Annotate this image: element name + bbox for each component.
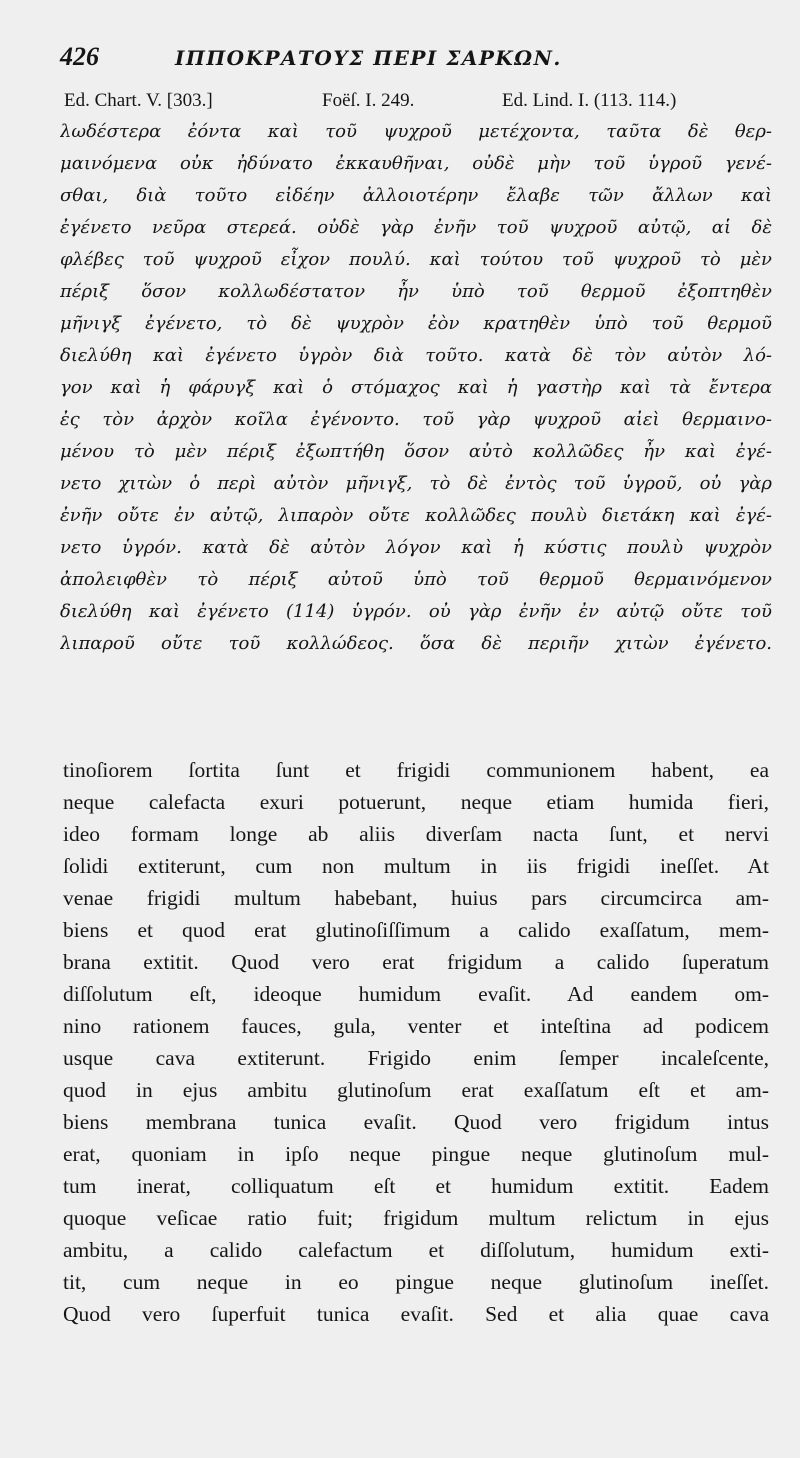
- greek-text-line: λωδέστερα ἐόντα καὶ τοῦ ψυχροῦ μετέχοντα, ταῦτα δὲ θερ-: [60, 121, 772, 142]
- greek-text-line: λιπαροῦ οὔτε τοῦ κολλώδεος. ὅσα δὲ περιῆν χιτὼν ἐγένετο.: [60, 633, 772, 654]
- greek-text-line: νετο ὑγρόν. κατὰ δὲ αὐτὸν λόγον καὶ ἡ κύστις πουλὺ ψυχρὸν: [60, 537, 772, 558]
- linden-reference: Ed. Lind. I. (113. 114.): [502, 90, 677, 111]
- greek-text-line: ἐνῆν οὔτε ἐν αὐτῷ, λιπαρὸν οὔτε κολλῶδες πουλὺ διετάκη καὶ ἐγέ-: [60, 505, 772, 526]
- latin-text-line: usque cava extiterunt. Frigido enim ſemper incaleſcente,: [63, 1046, 769, 1070]
- latin-text-block: [63, 754, 769, 1330]
- greek-text-line: μῆνιγξ ἐγένετο, τὸ δὲ ψυχρὸν ἐὸν κρατηθὲν ὑπὸ τοῦ θερμοῦ: [60, 313, 772, 334]
- greek-text-line: μένου τὸ μὲν πέριξ ἐξωπτήθη ὅσον αὐτὸ κολλῶδες ἦν καὶ ἐγέ-: [60, 441, 772, 462]
- latin-text-line: nino rationem fauces, gula, venter et inteſtina ad podicem: [63, 1014, 769, 1038]
- latin-text-line: brana extitit. Quod vero erat frigidum a calido ſuperatum: [63, 950, 769, 974]
- page-header: [60, 42, 780, 82]
- greek-text-line: νετο χιτὼν ὁ περὶ αὐτὸν μῆνιγξ, τὸ δὲ ἐντὸς τοῦ ὑγροῦ, οὐ γὰρ: [60, 473, 772, 494]
- greek-text-block: [60, 116, 772, 660]
- edition-references: [64, 90, 780, 114]
- running-title: ΙΠΠΟΚΡΑΤΟΥΣ ΠΕΡΙ ΣΑΡΚΩΝ.: [175, 46, 562, 70]
- greek-text-line: φλέβες τοῦ ψυχροῦ εἶχον πουλύ. καὶ τούτου τοῦ ψυχροῦ τὸ μὲν: [60, 249, 772, 270]
- foes-reference: Foëſ. I. 249.: [322, 90, 415, 111]
- latin-text-line: quoque veſicae ratio fuit; frigidum multum relictum in ejus: [63, 1206, 769, 1230]
- greek-text-line: μαινόμενα οὐκ ἠδύνατο ἐκκαυθῆναι, οὐδὲ μὴν τοῦ ὑγροῦ γενέ-: [60, 153, 772, 174]
- latin-text-line: diſſolutum eſt, ideoque humidum evaſit. Ad eandem om-: [63, 982, 769, 1006]
- greek-text-line: ἀπολειφθὲν τὸ πέριξ αὐτοῦ ὑπὸ τοῦ θερμοῦ θερμαινόμενον: [60, 569, 772, 590]
- latin-text-line: venae frigidi multum habebant, huius pars circumcirca am-: [63, 886, 769, 910]
- latin-text-line: ideo formam longe ab aliis diverſam nacta ſunt, et nervi: [63, 822, 769, 846]
- chartier-reference: Ed. Chart. V. [303.]: [64, 90, 213, 111]
- latin-text-line: erat, quoniam in ipſo neque pingue neque glutinoſum mul-: [63, 1142, 769, 1166]
- greek-text-line: σθαι, διὰ τοῦτο εἰδέην ἀλλοιοτέρην ἔλαβε τῶν ἄλλων καὶ: [60, 185, 772, 206]
- greek-text-line: ἐγένετο νεῦρα στερεά. οὐδὲ γὰρ ἐνῆν τοῦ ψυχροῦ αὐτῷ, αἱ δὲ: [60, 217, 772, 238]
- latin-text-line: ſolidi extiterunt, cum non multum in iis frigidi ineſſet. At: [63, 854, 769, 878]
- latin-text-line: neque calefacta exuri potuerunt, neque etiam humida fieri,: [63, 790, 769, 814]
- latin-text-line: Quod vero ſuperfuit tunica evaſit. Sed et alia quae cava: [63, 1302, 769, 1326]
- latin-text-line: quod in ejus ambitu glutinoſum erat exaſſatum eſt et am-: [63, 1078, 769, 1102]
- latin-text-line: tum inerat, colliquatum eſt et humidum extitit. Eadem: [63, 1174, 769, 1198]
- page-number: 426: [60, 42, 99, 71]
- greek-text-line: πέριξ ὅσον κολλωδέστατον ἦν ὑπὸ τοῦ θερμοῦ ἐξοπτηθὲν: [60, 281, 772, 302]
- latin-text-line: ambitu, a calido calefactum et diſſolutum, humidum exti-: [63, 1238, 769, 1262]
- latin-text-line: tit, cum neque in eo pingue neque glutinoſum ineſſet.: [63, 1270, 769, 1294]
- greek-text-line: γον καὶ ἡ φάρυγξ καὶ ὁ στόμαχος καὶ ἡ γαστὴρ καὶ τὰ ἔντερα: [60, 377, 772, 398]
- latin-text-line: biens membrana tunica evaſit. Quod vero frigidum intus: [63, 1110, 769, 1134]
- latin-text-line: biens et quod erat glutinoſiſſimum a calido exaſſatum, mem-: [63, 918, 769, 942]
- greek-text-line: διελύθη καὶ ἐγένετο ὑγρὸν διὰ τοῦτο. κατὰ δὲ τὸν αὐτὸν λό-: [60, 345, 772, 366]
- greek-text-line: ἐς τὸν ἀρχὸν κοῖλα ἐγένοντο. τοῦ γὰρ ψυχροῦ αἰεὶ θερμαινο-: [60, 409, 772, 430]
- latin-text-line: tinoſiorem ſortita ſunt et frigidi communionem habent, ea: [63, 758, 769, 782]
- greek-text-line: διελύθη καὶ ἐγένετο (114) ὑγρόν. οὐ γὰρ ἐνῆν ἐν αὐτῷ οὔτε τοῦ: [60, 601, 772, 622]
